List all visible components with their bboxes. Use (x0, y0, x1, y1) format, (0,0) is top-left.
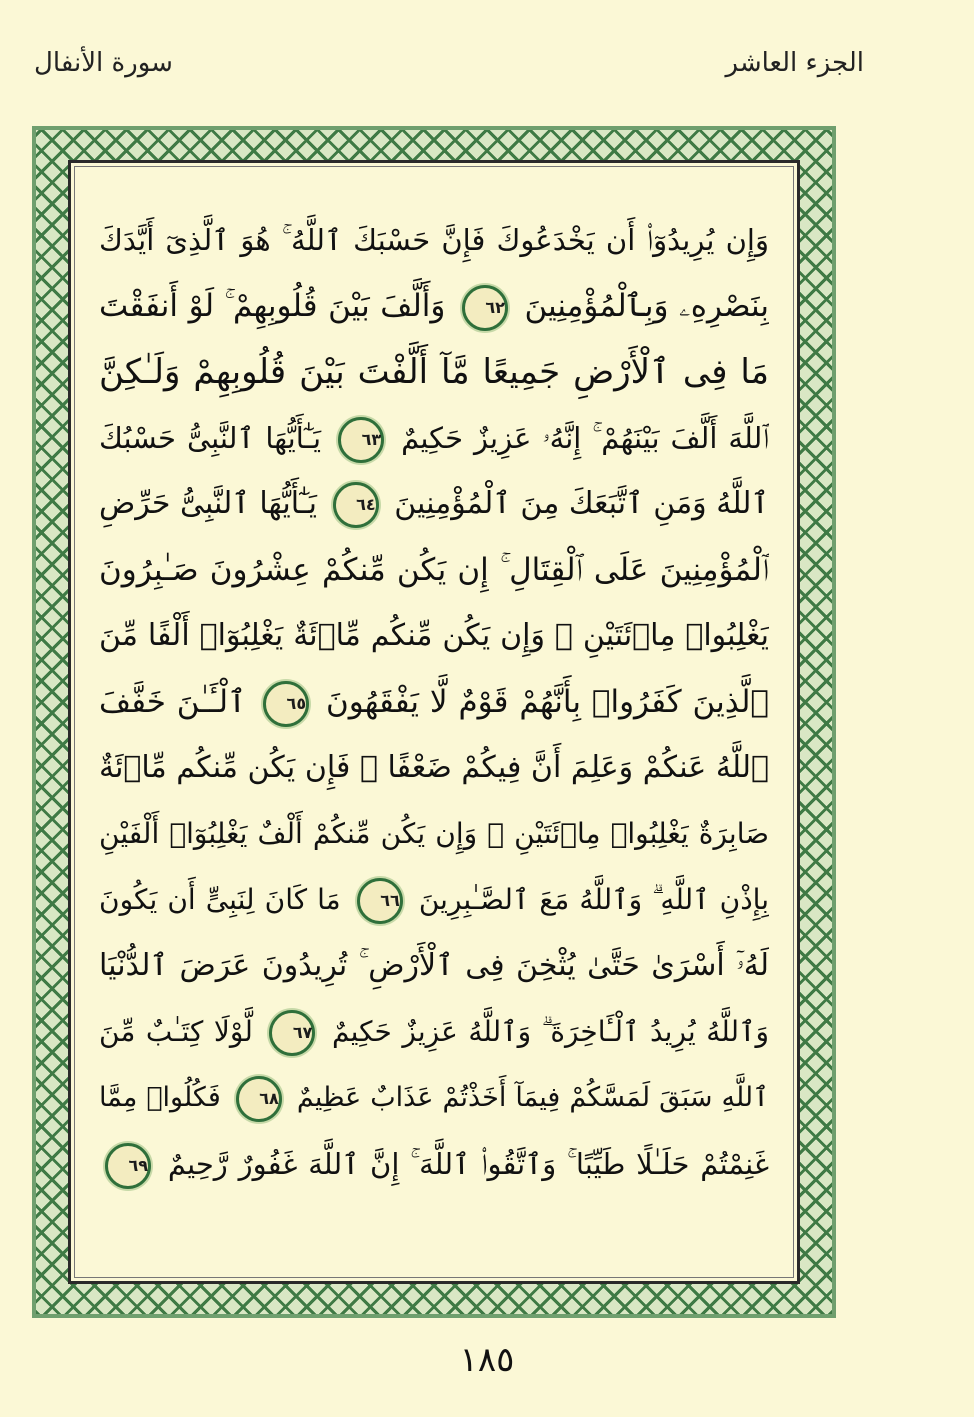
text-line (99, 405, 769, 471)
verse-text: لَهُۥٓ أَسْرَىٰ حَتَّىٰ يُثْخِنَ فِى ٱلْأَرْضِ ۚ تُرِيدُونَ عَرَضَ ٱلدُّنْيَا (99, 948, 769, 983)
text-line (99, 1131, 769, 1197)
text-panel (68, 160, 800, 1284)
verse-text: ٱلَّذِينَ كَفَرُوا۟ بِأَنَّهُمْ قَوْمٌ لَّا يَفْقَهُونَ (325, 684, 769, 720)
verse-text: يَغْلِبُوا۟ مِا۟ئَتَيْنِ ۚ وَإِن يَكُن مِّنكُم مِّا۟ئَةٌ يَغْلِبُوٓا۟ أَلْفًا مِّنَ (99, 618, 769, 653)
surah-label: سورة الأنفال (34, 48, 173, 78)
juz-label: الجزء العاشر (725, 48, 864, 78)
text-line (99, 603, 769, 669)
verse-text: يَـٰٓأَيُّهَا ٱلنَّبِىُّ حَسْبُكَ (99, 421, 322, 455)
text-line (99, 339, 769, 405)
verse-text: مَا فِى ٱلْأَرْضِ جَمِيعًا مَّآ أَلَّفْتَ بَيْنَ قُلُوبِهِمْ وَلَـٰكِنَّ (99, 352, 769, 392)
verse-text: وَإِن يُرِيدُوٓا۟ أَن يَخْدَعُوكَ فَإِنَّ حَسْبَكَ ٱللَّهُ ۚ هُوَ ٱلَّذِىٓ أَيَّدَكَ (99, 223, 769, 257)
verse-text: فَكُلُوا۟ مِمَّا (99, 1082, 221, 1113)
verse-text: ٱللَّهُ وَمَنِ ٱتَّبَعَكَ مِنَ ٱلْمُؤْمِنِينَ (394, 486, 769, 521)
verse-text: ٱللَّهَ أَلَّفَ بَيْنَهُمْ ۚ إِنَّهُۥ عَزِيزٌ حَكِيمٌ (401, 421, 769, 455)
text-line (99, 471, 769, 537)
quran-text (99, 207, 769, 1197)
verse-text: وَأَلَّفَ بَيْنَ قُلُوبِهِمْ ۚ لَوْ أَنفَقْتَ (99, 288, 446, 324)
ayah-number-marker: ٦٥ (263, 681, 309, 727)
verse-text: ٱلْـَٔـٰنَ خَفَّفَ (99, 684, 247, 720)
verse-text: صَابِرَةٌ يَغْلِبُوا۟ مِا۟ئَتَيْنِ ۚ وَإِن يَكُن مِّنكُمْ أَلْفٌ يَغْلِبُوٓا۟ أَلْفَيْنِ (99, 817, 769, 850)
text-line (99, 207, 769, 273)
verse-text: يَـٰٓأَيُّهَا ٱلنَّبِىُّ حَرِّضِ (99, 486, 317, 521)
verse-text: بِنَصْرِهِۦ وَبِٱلْمُؤْمِنِينَ (524, 288, 769, 324)
text-line (99, 801, 769, 867)
ornamental-frame (32, 126, 836, 1318)
verse-text: وَٱللَّهُ يُرِيدُ ٱلْـَٔاخِرَةَ ۗ وَٱللَّهُ عَزِيزٌ حَكِيمٌ (332, 1015, 769, 1048)
text-line (99, 537, 769, 603)
ayah-number-marker: ٦٤ (333, 482, 379, 528)
text-line (99, 273, 769, 339)
verse-text: مَا كَانَ لِنَبِىٍّ أَن يَكُونَ (99, 883, 341, 916)
text-line (99, 999, 769, 1065)
page-header (0, 48, 974, 98)
text-line (99, 933, 769, 999)
verse-text: ٱلْمُؤْمِنِينَ عَلَى ٱلْقِتَالِ ۚ إِن يَكُن مِّنكُمْ عِشْرُونَ صَـٰبِرُونَ (99, 552, 769, 588)
verse-text: ٱللَّهِ سَبَقَ لَمَسَّكُمْ فِيمَآ أَخَذْتُمْ عَذَابٌ عَظِيمٌ (296, 1082, 769, 1113)
text-line (99, 735, 769, 801)
ayah-number-marker: ٦٦ (357, 878, 403, 924)
ayah-number-marker: ٦٢ (462, 285, 508, 331)
verse-text: بِإِذْنِ ٱللَّهِ ۗ وَٱللَّهُ مَعَ ٱلصَّـٰبِرِينَ (418, 883, 769, 916)
ayah-number-marker: ٦٧ (269, 1010, 315, 1056)
ayah-number-marker: ٦٣ (338, 417, 384, 463)
ayah-number-marker: ٦٩ (105, 1143, 151, 1189)
verse-text: غَنِمْتُمْ حَلَـٰلًا طَيِّبًا ۚ وَٱتَّقُوا۟ ٱللَّهَ ۚ إِنَّ ٱللَّهَ غَفُورٌ رَّحِيمٌ (167, 1147, 769, 1181)
page-number: ١٨٥ (459, 1340, 515, 1380)
verse-text: لَّوْلَا كِتَـٰبٌ مِّنَ (99, 1015, 253, 1048)
text-line (99, 867, 769, 933)
text-line (99, 1065, 769, 1131)
verse-text: ٱللَّهُ عَنكُمْ وَعَلِمَ أَنَّ فِيكُمْ ضَعْفًا ۚ فَإِن يَكُن مِّنكُم مِّا۟ئَةٌ (99, 750, 769, 785)
ayah-number-marker: ٦٨ (236, 1076, 282, 1122)
text-line (99, 669, 769, 735)
